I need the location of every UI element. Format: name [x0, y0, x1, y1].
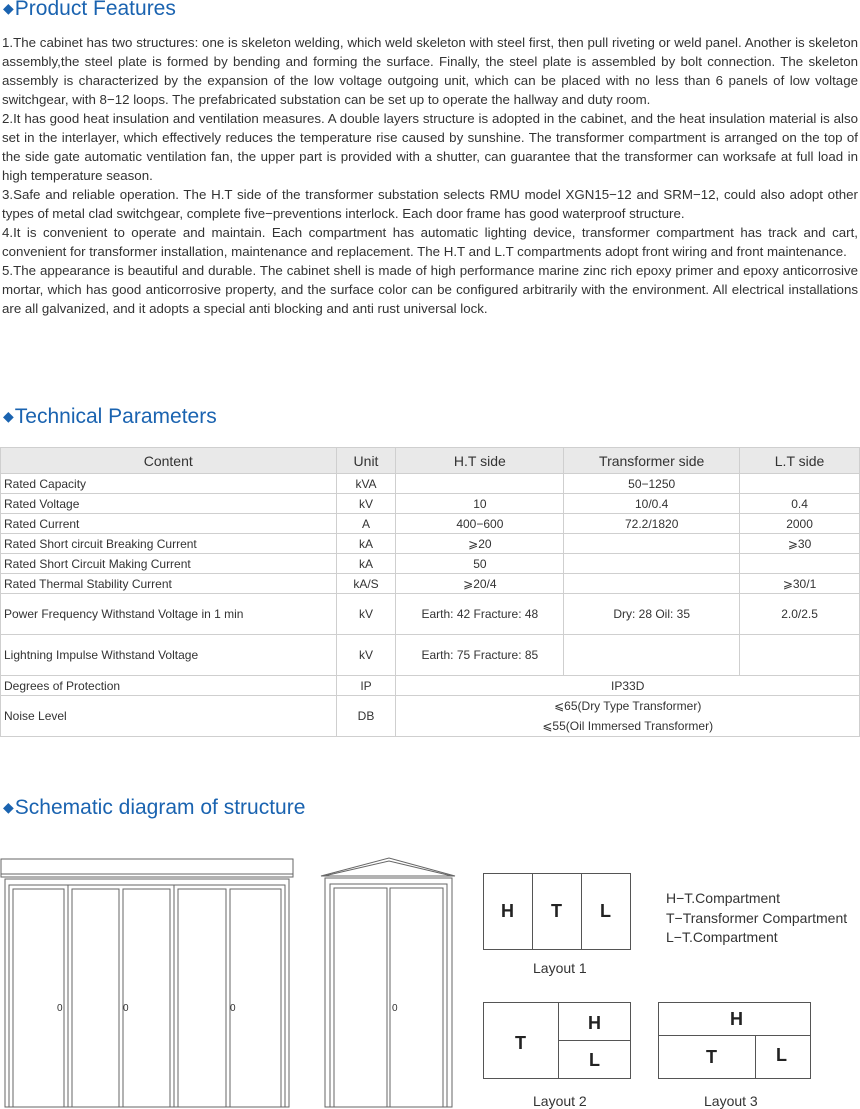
door-handle-mark: 0: [57, 1003, 63, 1014]
door-handle-mark: 0: [123, 1003, 129, 1014]
row-ht-cell: ⩾20/4: [396, 574, 564, 594]
column-header: L.T side: [740, 448, 860, 474]
parameters-table: [0, 447, 860, 737]
row-content-cell: Lightning Impulse Withstand Voltage: [1, 635, 337, 676]
row-lt-cell: 2.0/2.5: [740, 594, 860, 635]
column-header: Transformer side: [564, 448, 740, 474]
column-header: H.T side: [396, 448, 564, 474]
compartment-ht-label: H: [501, 901, 514, 921]
side-body-outline: [325, 878, 452, 1107]
row-unit-cell: kA/S: [336, 574, 396, 594]
feature-paragraph: 5.The appearance is beautiful and durable. The cabinet shell is made of high performance marine zinc rich epoxy primer and epoxy anticorrosive mortar, which has good anticorrosive property, and the surface color can be configured arbitrarily with the environment. All electrical installations are all galvanized, and it adopts a special anti blocking and anti rust universal lock.: [2, 263, 858, 316]
row-unit-cell: kV: [336, 594, 396, 635]
row-ht-cell: [396, 474, 564, 494]
technical-parameters-heading: ◆Technical Parameters: [3, 405, 217, 428]
cabinet-door: [390, 888, 443, 1107]
layout-3-diagram: [658, 1002, 811, 1079]
cabinet-door: [123, 889, 170, 1107]
table-row: [1, 554, 860, 574]
table-row: [1, 676, 860, 696]
legend-item: L−T.Compartment: [666, 929, 778, 945]
row-content-cell: Rated Capacity: [1, 474, 337, 494]
row-ht-cell: 400−600: [396, 514, 564, 534]
feature-paragraph: 3.Safe and reliable operation. The H.T side of the transformer substation selects RMU model XGN15−12 and SRM−12, could also adopt other types of metal clad switchgear, complete five−preventions interlock. Each door frame has good waterproof structure.: [2, 187, 858, 221]
compartment-legend: [666, 889, 847, 948]
cabinet-door: [230, 889, 281, 1107]
table-row: [1, 574, 860, 594]
compartment-ht-label: H: [730, 1009, 743, 1029]
row-content-cell: Noise Level: [1, 696, 337, 737]
row-transformer-cell: Dry: 28 Oil: 35: [564, 594, 740, 635]
row-content-cell: Rated Current: [1, 514, 337, 534]
row-merged-cell: [396, 696, 860, 737]
compartment-lt-label: L: [589, 1050, 600, 1070]
compartment-transformer-label: T: [515, 1033, 526, 1053]
row-ht-cell: Earth: 42 Fracture: 48: [396, 594, 564, 635]
table-row: [1, 594, 860, 635]
row-unit-cell: kV: [336, 494, 396, 514]
column-header: Unit: [336, 448, 396, 474]
row-content-cell: Power Frequency Withstand Voltage in 1 min: [1, 594, 337, 635]
table-row: [1, 635, 860, 676]
cabinet-door: [72, 889, 119, 1107]
row-transformer-cell: 50−1250: [564, 474, 740, 494]
compartment-divider: [558, 1040, 630, 1041]
column-header: Content: [1, 448, 337, 474]
row-unit-cell: kA: [336, 554, 396, 574]
row-transformer-cell: [564, 534, 740, 554]
features-body: [2, 33, 858, 318]
legend-item: T−Transformer Compartment: [666, 909, 848, 926]
compartment-divider: [532, 874, 533, 949]
row-content-cell: Degrees of Protection: [1, 676, 337, 696]
row-lt-cell: 0.4: [740, 494, 860, 514]
compartment-divider: [755, 1035, 756, 1078]
cabinet-body-outline: [5, 879, 289, 1107]
row-lt-cell: ⩾30: [740, 534, 860, 554]
table-row: [1, 494, 860, 514]
noise-dry-line: ⩽65(Dry Type Transformer): [554, 699, 702, 713]
feature-paragraph: 4.It is convenient to operate and maintain. Each compartment has automatic lighting device, transformer compartment has track and cart, convenient for transformer installation, maintenance and replacement. The H.T and L.T compartments adopt front wiring and front maintenance.: [2, 225, 858, 259]
cabinet-door: [13, 889, 64, 1107]
table-row: [1, 514, 860, 534]
table-header-row: [1, 448, 860, 474]
layout-2-caption: Layout 2: [533, 1093, 587, 1109]
row-merged-cell: IP33D: [396, 676, 860, 696]
row-lt-cell: [740, 554, 860, 574]
row-content-cell: Rated Short circuit Breaking Current: [1, 534, 337, 554]
layout-1-diagram: [483, 873, 631, 950]
row-unit-cell: IP: [336, 676, 396, 696]
row-lt-cell: ⩾30/1: [740, 574, 860, 594]
layout-1-caption: Layout 1: [533, 960, 587, 976]
cabinet-side-elevation: [320, 857, 458, 1109]
product-features-heading: ◆Product Features: [3, 0, 176, 20]
row-lt-cell: [740, 635, 860, 676]
door-handle-mark: 0: [392, 1003, 398, 1014]
door-handle-mark: 0: [230, 1003, 236, 1014]
pitched-roof-outline: [321, 858, 455, 876]
noise-oil-line: ⩽55(Oil Immersed Transformer): [542, 719, 714, 733]
feature-paragraph: 1.The cabinet has two structures: one is skeleton welding, which weld skeleton with steel first, then pull riveting or weld panel. Another is skeleton assembly,the steel plate is formed by bending and forming the surface. Finally, the steel plate is assembled by bolt connection. The skeleton assembly is characterized by the expansion of the low voltage outgoing unit, which can be placed with no less than 6 panels of low voltage switchgear, with 8−12 loops. The prefabricated substation can be set up to operate the hallway and duty room.: [2, 35, 858, 107]
cabinet-door: [334, 888, 387, 1107]
row-unit-cell: kA: [336, 534, 396, 554]
compartment-lt-label: L: [600, 901, 611, 921]
row-transformer-cell: 10/0.4: [564, 494, 740, 514]
layout-2-diagram: [483, 1002, 631, 1079]
row-transformer-cell: [564, 554, 740, 574]
row-content-cell: Rated Short Circuit Making Current: [1, 554, 337, 574]
cabinet-door: [178, 889, 226, 1107]
compartment-transformer-label: T: [706, 1047, 717, 1067]
row-transformer-cell: [564, 635, 740, 676]
row-content-cell: Rated Thermal Stability Current: [1, 574, 337, 594]
schematic-diagram-heading: ◆Schematic diagram of structure: [3, 796, 306, 819]
row-ht-cell: ⩾20: [396, 534, 564, 554]
row-lt-cell: 2000: [740, 514, 860, 534]
cabinet-front-elevation: [0, 858, 296, 1109]
row-ht-cell: 50: [396, 554, 564, 574]
row-ht-cell: 10: [396, 494, 564, 514]
row-transformer-cell: 72.2/1820: [564, 514, 740, 534]
diamond-bullet-icon: ◆: [3, 799, 14, 815]
table-row: [1, 534, 860, 554]
row-lt-cell: [740, 474, 860, 494]
diamond-bullet-icon: ◆: [3, 408, 14, 424]
row-unit-cell: kVA: [336, 474, 396, 494]
compartment-divider: [581, 874, 582, 949]
diamond-bullet-icon: ◆: [3, 0, 14, 16]
row-unit-cell: DB: [336, 696, 396, 737]
feature-paragraph: 2.It has good heat insulation and ventilation measures. A double layers structure is adopted in the cabinet, and the heat insulation material is also set in the interlayer, which effectively reduces the temperature rise caused by sunshine. The transformer compartment is arranged on the top of the side gate automatic ventilation fan, the upper part is provided with a shutter, can guarantee that the transformer can worksafe at full load in high temperature season.: [2, 111, 858, 183]
table-row: [1, 696, 860, 737]
compartment-lt-label: L: [776, 1045, 787, 1065]
row-unit-cell: kV: [336, 635, 396, 676]
row-unit-cell: A: [336, 514, 396, 534]
row-transformer-cell: [564, 574, 740, 594]
table-row: [1, 474, 860, 494]
row-content-cell: Rated Voltage: [1, 494, 337, 514]
layout-3-caption: Layout 3: [704, 1093, 758, 1109]
compartment-divider: [659, 1035, 810, 1036]
compartment-ht-label: H: [588, 1013, 601, 1033]
legend-item: H−T.Compartment: [666, 890, 780, 906]
compartment-transformer-label: T: [551, 901, 562, 921]
row-ht-cell: Earth: 75 Fracture: 85: [396, 635, 564, 676]
